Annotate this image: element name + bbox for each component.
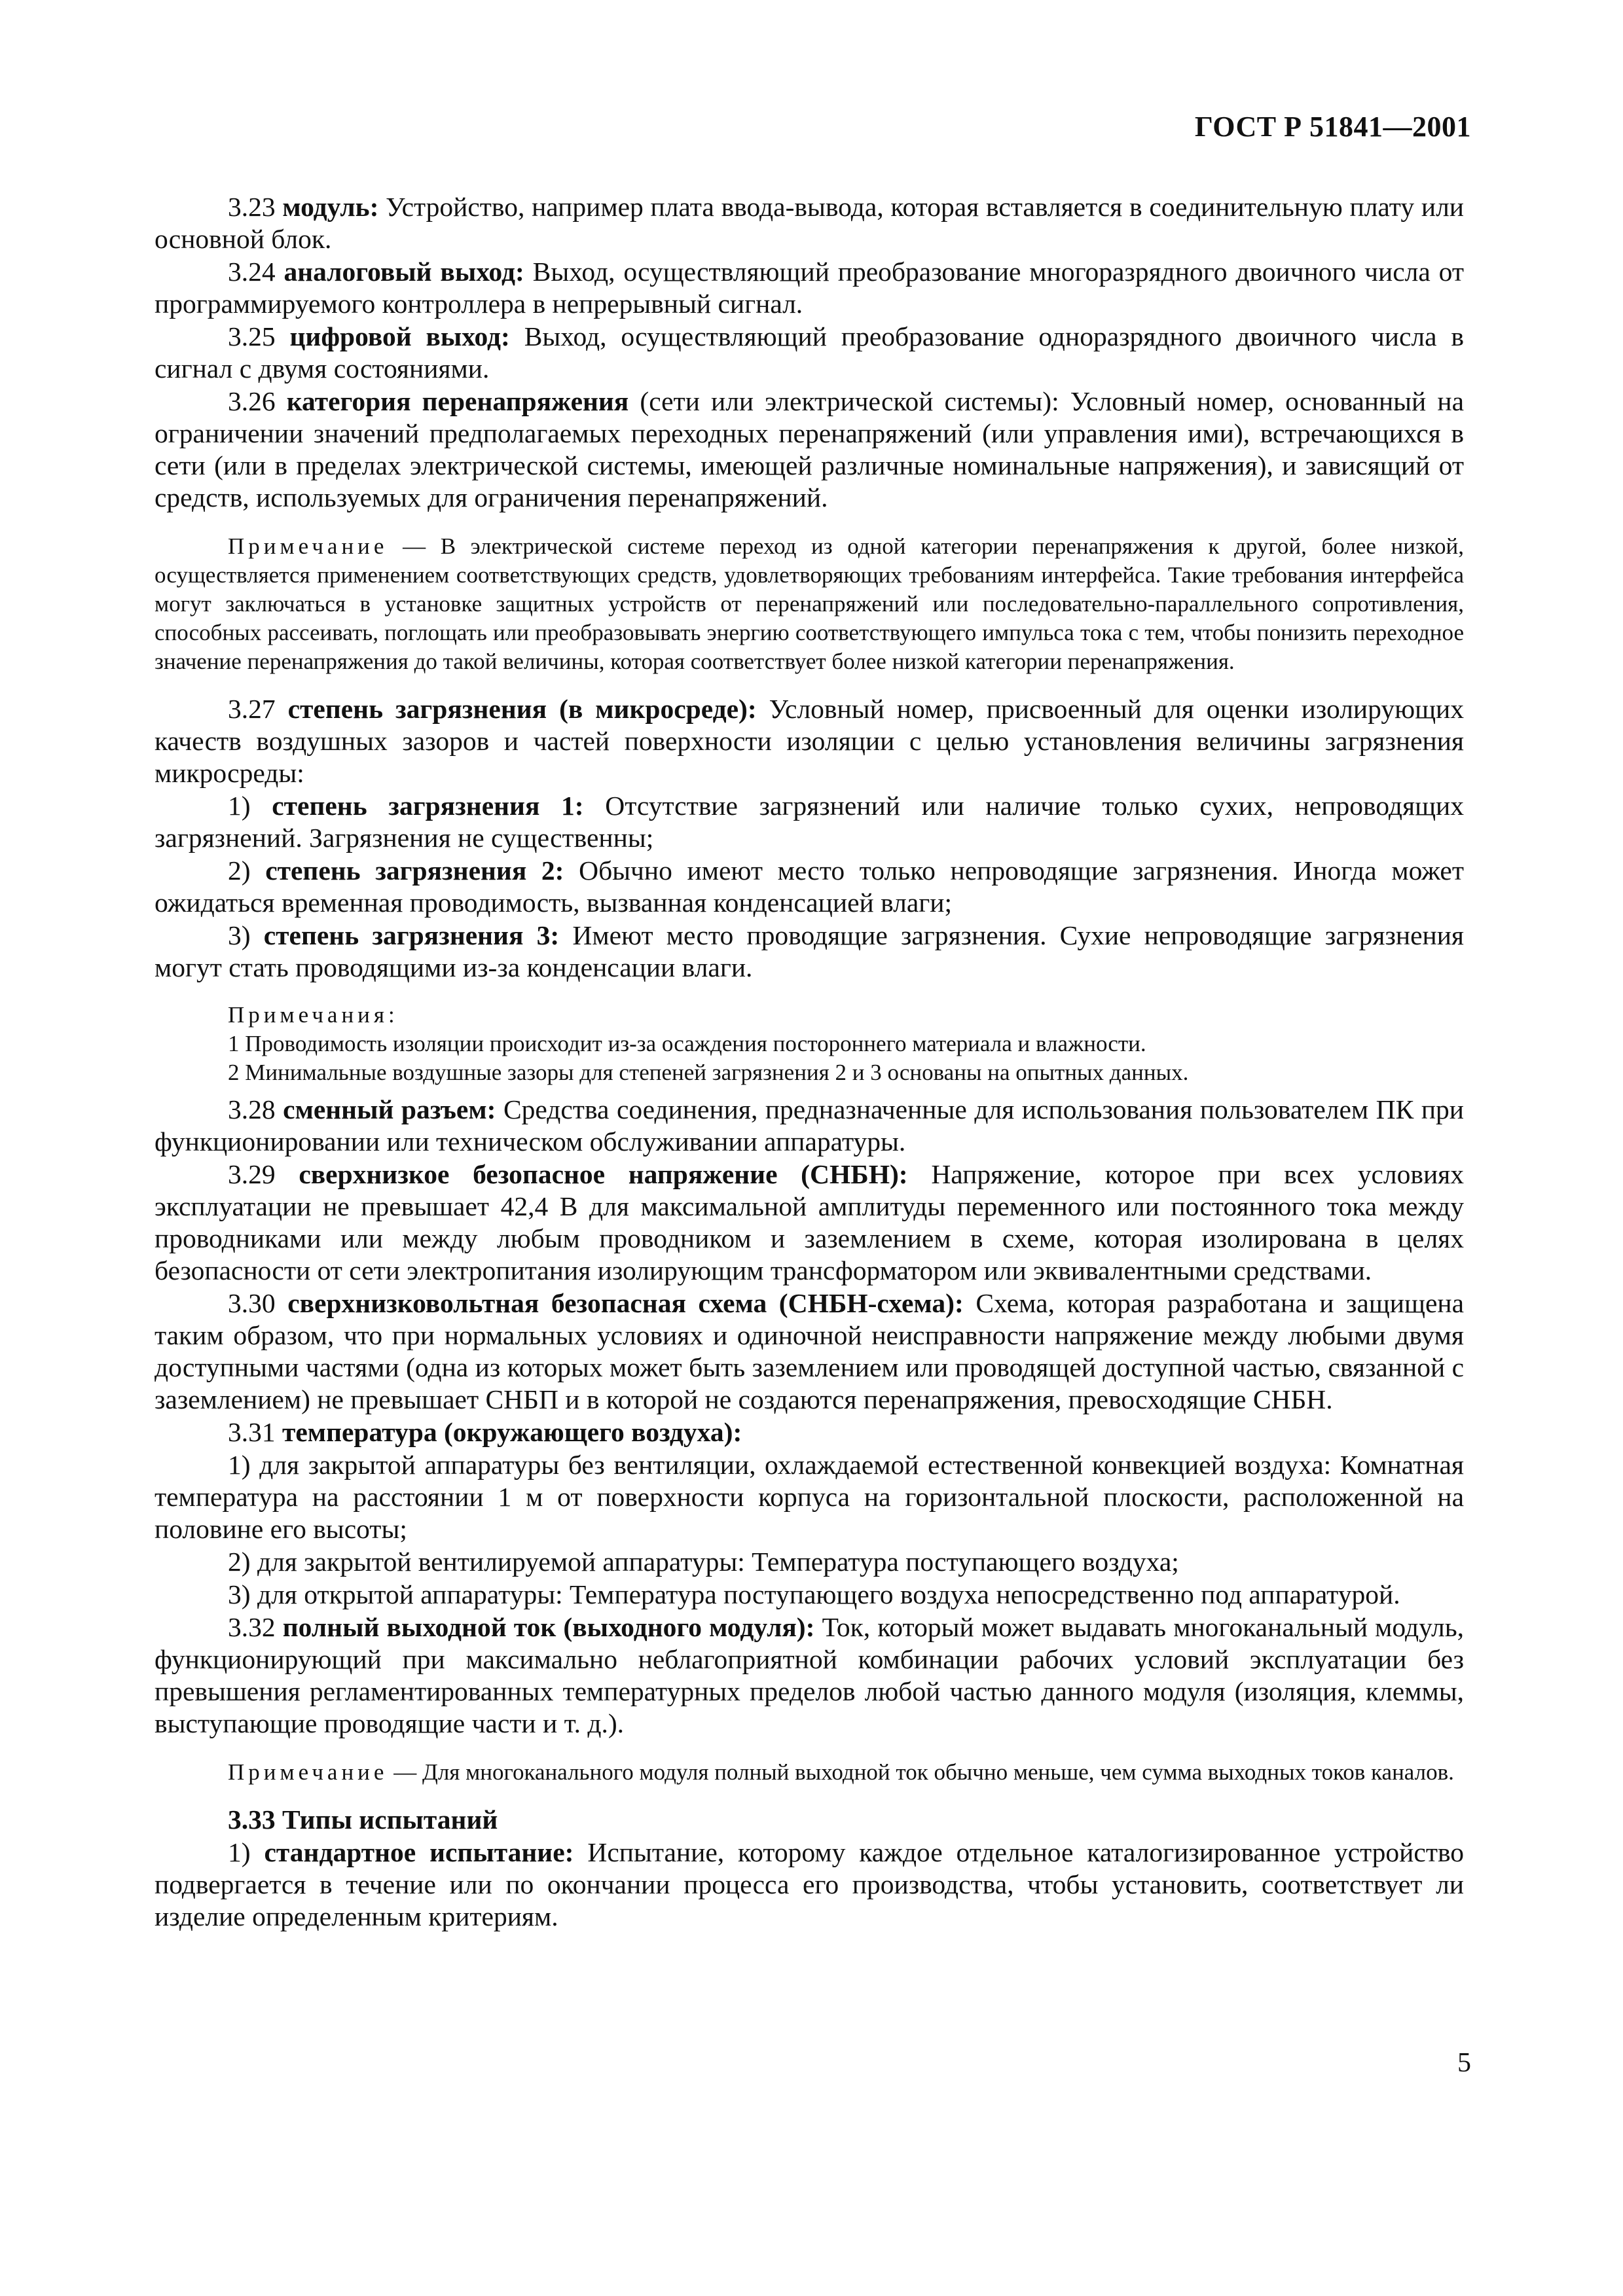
term-3-33-1: 1) стандартное испытание: Испытание, которому каждое отдельное каталогизированное устройство подвергается в течение или по окончании процесса его производства, чтобы установить, соответствует ли изделие определенным критериям. [155, 1837, 1465, 1931]
notes-3-27 [155, 1001, 1464, 1087]
section-3-33-heading: 3.33 Типы испытаний [228, 1804, 498, 1835]
term-3-31-1: 1) для закрытой аппаратуры без вентиляции, охлаждаемой естественной конвекцией воздуха: Комнатная температура на расстоянии 1 м от поверхности корпуса на горизонтальной плоскости, расположенной на половине его высоты; [155, 1450, 1465, 1544]
note-item: 2 Минимальные воздушные зазоры для степеней загрязнения 2 и 3 основаны на опытных данных. [228, 1060, 1189, 1085]
term-3-27-1: 1) степень загрязнения 1: Отсутствие загрязнений или наличие только сухих, непроводящих загрязнений. Загрязнения не существенны; [155, 791, 1464, 853]
term-3-25: 3.25 цифровой выход: Выход, осуществляющий преобразование одноразрядного двоичного числа в сигнал с двумя состояниями. [155, 321, 1464, 384]
term-3-32: 3.32 полный выходной ток (выходного модуля): Ток, который может выдавать многоканальный модуль, функционирующий при максимально неблагоприятной комбинации рабочих условий эксплуатации без превышения регламентированных температурных пределов любой частью данного модуля (изоляция, клеммы, выступающие проводящие части и т. д.). [155, 1612, 1465, 1738]
term-3-24: 3.24 аналоговый выход: Выход, осуществляющий преобразование многоразрядного двоичного числа от программируемого контроллера в непрерывный сигнал. [155, 257, 1464, 319]
page-number: 5 [1457, 2048, 1471, 2078]
note-item: 1 Проводимость изоляции происходит из-за осаждения постороннего материала и влажности. [228, 1031, 1146, 1056]
term-3-29: 3.29 сверхнизкое безопасное напряжение (СНБН): Напряжение, которое при всех условиях эксплуатации не превышает 42,4 В для максимальной амплитуды переменного или постоянного тока между проводниками или между любым проводником и заземлением в схеме, которая изолирована в целях безопасности от сети электропитания изолирующим трансформатором или эквивалентными средствами. [155, 1159, 1465, 1285]
term-3-27-2: 2) степень загрязнения 2: Обычно имеют место только непроводящие загрязнения. Иногда может ожидаться временная проводимость, вызванная конденсацией влаги; [155, 855, 1464, 918]
term-3-31-3: 3) для открытой аппаратуры: Температура поступающего воздуха непосредственно под аппаратурой. [228, 1579, 1400, 1609]
term-3-27: 3.27 степень загрязнения (в микросреде): Условный номер, присвоенный для оценки изолирующих качеств воздушных зазоров и частей поверхности изоляции с целью установления величины загрязнения микросреды: [155, 694, 1464, 788]
document-body [155, 191, 1464, 1933]
term-3-23: 3.23 модуль: Устройство, например плата ввода-вывода, которая вставляется в соединительную плату или основной блок. [155, 192, 1464, 254]
term-3-28: 3.28 сменный разъем: Средства соединения, предназначенные для использования пользователем ПК при функционировании или техническом обслуживании аппаратуры. [155, 1094, 1465, 1157]
term-3-31: 3.31 температура (окружающего воздуха): [228, 1417, 742, 1447]
notes-label: Примечания: [228, 1002, 399, 1028]
term-3-31-2: 2) для закрытой вентилируемой аппаратуры: Температура поступающего воздуха; [228, 1547, 1179, 1577]
document-id: ГОСТ Р 51841—2001 [1194, 111, 1471, 143]
term-3-26: 3.26 категория перенапряжения (сети или электрической системы): Условный номер, основанный на ограничении значений предполагаемых переходных перенапряжений (или управления ими), встречающихся в сети (или в пределах электрической системы, имеющей различные номинальные напряжения), и зависящий от средств, используемых для ограничения перенапряжений. [155, 386, 1465, 512]
note-3-26: Примечание — В электрической системе переход из одной категории перенапряжения к другой, более низкой, осуществляется применением соответствующих средств, удовлетворяющих требованиям интерфейса. Такие требования интерфейса могут заключаться в установке защитных устройств от перенапряжений или последовательно-параллельного сопротивления, способных рассеивать, поглощать или преобразовывать энергию соответствующего импульса тока с тем, чтобы понизить переходное значение перенапряжения до такой величины, которая соответствует более низкой категории перенапряжения. [155, 533, 1465, 674]
note-3-32: Примечание — Для многоканального модуля полный выходной ток обычно меньше, чем сумма выходных токов каналов. [228, 1759, 1454, 1785]
term-3-30: 3.30 сверхнизковольтная безопасная схема (СНБН-схема): Схема, которая разработана и защищена таким образом, что при нормальных условиях и одиночной неисправности напряжение между любыми двумя доступными частями (одна из которых может быть заземлением или проводящей доступной частью, связанной с заземлением) не превышает СНБП и в которой не создаются перенапряжения, превосходящие СНБН. [155, 1288, 1465, 1414]
term-3-27-3: 3) степень загрязнения 3: Имеют место проводящие загрязнения. Сухие непроводящие загрязнения могут стать проводящими из-за конденсации влаги. [155, 920, 1464, 982]
